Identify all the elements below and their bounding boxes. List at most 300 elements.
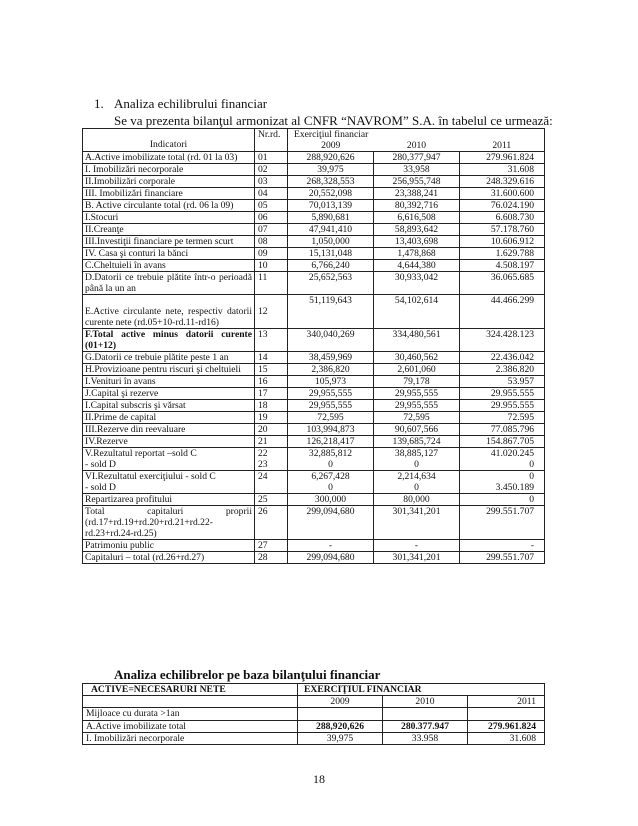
- row-number-value: 22: [258, 448, 268, 459]
- table-row: [83, 424, 545, 436]
- row-value-2009: [288, 352, 374, 364]
- row-number-value: 05: [258, 200, 268, 211]
- row-indicator: [83, 248, 255, 260]
- equilibrium-table: [82, 683, 545, 745]
- row-number-value: 09: [258, 248, 268, 259]
- indicator-label: G.Datorii ce trebuie plătite peste 1 an: [85, 352, 229, 363]
- table-row: [83, 552, 545, 564]
- section-title: Analiza echilibrului financiar: [114, 96, 268, 111]
- row-indicator: [83, 494, 255, 506]
- row-value-2011: [460, 552, 545, 564]
- value: 334,480,561: [392, 329, 441, 340]
- value: 41.020.245: [490, 448, 535, 459]
- row-indicator: [83, 448, 255, 471]
- row-number: [255, 471, 288, 494]
- indicator-label: Repartizarea profitului: [85, 494, 173, 505]
- table-row: [83, 295, 545, 329]
- row-indicator: [83, 424, 255, 436]
- row-value-2009: [288, 506, 374, 540]
- row-number: [255, 176, 288, 188]
- header-blank: [83, 696, 298, 708]
- value: 36.065.685: [490, 272, 535, 283]
- row-value-2009: [288, 329, 374, 352]
- row-value-2011: [460, 448, 545, 471]
- value: 29,955,555: [394, 388, 439, 399]
- row-number: [255, 224, 288, 236]
- row-value-2010: [374, 412, 460, 424]
- value: 103,994,873: [306, 424, 355, 435]
- value: 0: [414, 459, 419, 470]
- indicator-label: B. Active circulante total (rd. 06 la 09): [85, 200, 234, 211]
- row-value-2010: [374, 471, 460, 494]
- value: 22.436.042: [490, 352, 535, 363]
- indicator-label: V.Rezultatul reportat –sold C: [85, 448, 197, 459]
- value: 0: [328, 459, 333, 470]
- row-indicator: [83, 376, 255, 388]
- value: 0: [529, 459, 535, 470]
- value: 1,478,868: [397, 248, 436, 259]
- section-heading: [94, 96, 267, 112]
- value: 51,119,643: [309, 295, 352, 306]
- table-row: [83, 272, 545, 295]
- row-value-2011: [460, 376, 545, 388]
- row-number-value: 17: [258, 388, 268, 399]
- table-row: [83, 188, 545, 200]
- indicator-label: A.Active imobilizate total (rd. 01 la 03): [85, 152, 238, 163]
- row-value-2011: [460, 188, 545, 200]
- row-number-value: 21: [258, 436, 268, 447]
- indicator-label: I. Imobilizări necorporale: [85, 164, 184, 175]
- value: 280,377,947: [392, 152, 441, 163]
- table-row: [83, 412, 545, 424]
- indicator-label: II.Creanţe: [85, 224, 124, 235]
- row-value-2009: [288, 412, 374, 424]
- value: 126,218,417: [306, 436, 355, 447]
- row-number-value: 14: [258, 352, 268, 363]
- row-number-value: 07: [258, 224, 268, 235]
- row-value-2011: [460, 248, 545, 260]
- row-number: [255, 236, 288, 248]
- indicator-label: III.Rezerve din reevaluare: [85, 424, 186, 435]
- table-row: [83, 352, 545, 364]
- value: 5,890,681: [311, 212, 350, 223]
- row-value-2011: [460, 388, 545, 400]
- row-value-2011: [460, 400, 545, 412]
- row-indicator: [83, 224, 255, 236]
- value: 268,328,553: [306, 176, 355, 187]
- row-value-2011: [460, 260, 545, 272]
- table-row: [83, 200, 545, 212]
- table-row: [83, 708, 545, 721]
- value: 4.508.197: [495, 260, 535, 271]
- row-number-value: 03: [258, 176, 268, 187]
- row-value-2011: [460, 152, 545, 164]
- indicator-label: III. Imobilizări financiare: [85, 188, 183, 199]
- row-number-value: 20: [258, 424, 268, 435]
- value: 301,341,201: [392, 552, 441, 563]
- row-value-2011: 279.961.824: [468, 721, 545, 733]
- value: 31.608: [507, 164, 535, 175]
- table-row: [83, 506, 545, 540]
- table-row: [83, 176, 545, 188]
- row-value-2010: [374, 400, 460, 412]
- value: 29,955,555: [394, 400, 439, 411]
- row-number: [255, 164, 288, 176]
- row-number-value: 26: [258, 506, 268, 517]
- table-row: [83, 364, 545, 376]
- value: 299,094,680: [306, 552, 355, 563]
- row-value-2010: 33.958: [383, 733, 468, 745]
- indicator-label: H.Provizioane pentru riscuri şi cheltuieli: [85, 364, 241, 375]
- table-row: [83, 400, 545, 412]
- value: 105,973: [314, 376, 347, 387]
- row-value-2011: [460, 540, 545, 552]
- header-exercitiul: Exerciţiul financiar: [288, 129, 545, 141]
- row-value-2011: [460, 176, 545, 188]
- row-value-2011: [460, 236, 545, 248]
- value: 15,131,048: [308, 248, 353, 259]
- value: 33,958: [403, 164, 430, 175]
- row-indicator: [83, 260, 255, 272]
- row-value-2009: [288, 176, 374, 188]
- header-year: 2009: [288, 140, 374, 152]
- value: 1.629.788: [495, 248, 535, 259]
- value: 47,941,410: [308, 224, 353, 235]
- row-value-2010: [374, 364, 460, 376]
- row-value-2009: [288, 200, 374, 212]
- value: 6.608.730: [495, 212, 535, 223]
- indicator-label: IV.Rezerve: [85, 436, 128, 447]
- row-indicator: [83, 200, 255, 212]
- row-number: [255, 506, 288, 540]
- value: 324.428.123: [486, 329, 535, 340]
- value: 6,766,240: [311, 260, 350, 271]
- indicator-label: J.Capital şi rezerve: [85, 388, 159, 399]
- row-value-2009: [288, 540, 374, 552]
- header-active: ACTIVE=NECESARURI NETE: [83, 684, 298, 696]
- row-value-2009: [288, 295, 374, 329]
- row-value-2011: [460, 506, 545, 540]
- value: 340,040,269: [306, 329, 355, 340]
- row-value-2009: [288, 388, 374, 400]
- value: 90,607,566: [394, 424, 439, 435]
- row-value-2010: [374, 236, 460, 248]
- row-number: [255, 424, 288, 436]
- indicator-label: I.Capital subscris şi vărsat: [85, 400, 186, 411]
- page-number: 18: [313, 772, 325, 786]
- row-value-2010: [374, 224, 460, 236]
- row-number-value: 06: [258, 212, 268, 223]
- value: 32,885,812: [308, 448, 353, 459]
- row-label: Mijloace cu durata >1an: [83, 708, 298, 721]
- row-number: [255, 248, 288, 260]
- row-value-2011: [460, 364, 545, 376]
- value: 279.961.824: [486, 152, 535, 163]
- row-number: [255, 272, 288, 295]
- value: 299.551.707: [486, 552, 535, 563]
- table-row: [83, 376, 545, 388]
- row-value-2010: [374, 248, 460, 260]
- row-number: [255, 448, 288, 471]
- row-indicator: [83, 236, 255, 248]
- row-number-value: 28: [258, 552, 268, 563]
- indicator-label: Patrimoniu public: [85, 540, 155, 551]
- row-value-2010: 280.377.947: [383, 721, 468, 733]
- intro-paragraph: Se va prezenta bilanţul armonizat al CNFR “NAVROM” S.A. în tabelul ce urmează:: [114, 113, 553, 128]
- row-number: [255, 552, 288, 564]
- table-row: [83, 471, 545, 494]
- table-row: [83, 448, 545, 471]
- row-number-value: 11: [258, 272, 268, 283]
- row-value-2009: [288, 364, 374, 376]
- value: 299,094,680: [306, 506, 355, 517]
- row-number: [255, 200, 288, 212]
- row-number: [255, 188, 288, 200]
- row-indicator: [83, 176, 255, 188]
- row-value-2010: [374, 506, 460, 540]
- row-value-2010: [374, 176, 460, 188]
- row-number-value: 18: [258, 400, 268, 411]
- row-value-2009: [288, 494, 374, 506]
- section2-title: Analiza echilibrelor pe baza bilanţului financiar: [114, 667, 381, 682]
- indicator-label: D.Datorii ce trebuie plătite într-o perioadă până la un an: [85, 272, 252, 294]
- row-label: A.Active imobilizate total: [83, 721, 298, 733]
- row-number: [255, 152, 288, 164]
- value: -: [414, 540, 419, 551]
- value: 154.867.705: [486, 436, 535, 447]
- row-indicator: [83, 164, 255, 176]
- row-value-2010: [374, 448, 460, 471]
- table-row: [83, 721, 545, 733]
- value: 4,644,380: [397, 260, 436, 271]
- table-row: [83, 260, 545, 272]
- row-indicator: [83, 436, 255, 448]
- row-indicator: [83, 412, 255, 424]
- row-indicator: [83, 212, 255, 224]
- table-row: [83, 329, 545, 352]
- table-row: [83, 436, 545, 448]
- table-row: [83, 248, 545, 260]
- value: -: [530, 540, 535, 551]
- row-indicator: [83, 506, 255, 540]
- row-value-2010: [374, 388, 460, 400]
- value: 29,955,555: [308, 400, 353, 411]
- row-value-2011: [468, 708, 545, 721]
- value: -: [328, 540, 333, 551]
- row-value-2011: [460, 494, 545, 506]
- table-row: [83, 494, 545, 506]
- value: 1,050,000: [311, 236, 350, 247]
- value: 299.551.707: [486, 506, 535, 517]
- row-value-2011: [460, 436, 545, 448]
- table-row: [83, 152, 545, 164]
- row-value-2010: [374, 494, 460, 506]
- row-value-2010: [374, 540, 460, 552]
- indicator-label: III.Investiţii financiare pe termen scurt: [85, 236, 234, 247]
- row-value-2009: 39,975: [298, 733, 383, 745]
- row-value-2010: [374, 376, 460, 388]
- header-year: 2009: [298, 696, 383, 708]
- row-number: [255, 376, 288, 388]
- row-value-2009: [288, 436, 374, 448]
- row-label: I. Imobilizări necorporale: [83, 733, 298, 745]
- value: 44.466.299: [490, 295, 535, 306]
- value: 0: [328, 482, 333, 493]
- value: 57.178.760: [490, 224, 535, 235]
- value: 6,616,508: [397, 212, 436, 223]
- row-value-2009: [288, 236, 374, 248]
- row-number-value: 24: [258, 471, 268, 482]
- row-indicator: [83, 364, 255, 376]
- value: 72,595: [403, 412, 430, 423]
- table-row: [83, 733, 545, 745]
- row-indicator: [83, 540, 255, 552]
- table-row: [83, 212, 545, 224]
- value: 23,388,241: [394, 188, 439, 199]
- header-indicatori: Indicatori: [83, 129, 255, 152]
- value: 30,460,562: [394, 352, 439, 363]
- row-indicator: [83, 272, 255, 295]
- value: 80,392,716: [394, 200, 439, 211]
- row-value-2011: [460, 272, 545, 295]
- indicator-label: C.Cheltuieli în avans: [85, 260, 166, 271]
- value: 3.450.189: [495, 482, 535, 493]
- row-number-value: 02: [258, 164, 268, 175]
- row-value-2011: [460, 412, 545, 424]
- indicator-sublabel: - sold D: [85, 482, 116, 493]
- table-row: [83, 236, 545, 248]
- row-value-2010: [374, 212, 460, 224]
- row-indicator: [83, 188, 255, 200]
- row-number: [255, 352, 288, 364]
- value: 2.386.820: [495, 364, 535, 375]
- row-number-value: 13: [258, 329, 268, 340]
- table-row: [83, 164, 545, 176]
- row-number-value: 27: [258, 540, 268, 551]
- indicator-label: E.Active circulante nete, respectiv datorii curente nete (rd.05+10-rd.11-rd16): [85, 306, 252, 328]
- value: 288,920,626: [306, 152, 355, 163]
- row-value-2011: [460, 352, 545, 364]
- row-value-2009: [288, 448, 374, 471]
- value: 20,552,098: [308, 188, 353, 199]
- value: 6,267,428: [311, 471, 350, 482]
- row-value-2009: [288, 260, 374, 272]
- value: 38,885,127: [394, 448, 439, 459]
- section-number: 1.: [94, 96, 104, 111]
- row-value-2009: 288,920,626: [298, 721, 383, 733]
- row-value-2010: [374, 295, 460, 329]
- value: 29.955.555: [490, 388, 535, 399]
- value: 2,386,820: [311, 364, 350, 375]
- value: 79,178: [403, 376, 430, 387]
- value: 10.606.912: [490, 236, 535, 247]
- row-value-2010: [374, 424, 460, 436]
- balance-sheet-table: [82, 128, 545, 564]
- row-number: [255, 494, 288, 506]
- value: 300,000: [314, 494, 347, 505]
- header-exercitiul-financiar: EXERCIŢIUL FINANCIAR: [298, 684, 545, 696]
- row-value-2009: [288, 152, 374, 164]
- value: 256,955,748: [392, 176, 441, 187]
- row-value-2010: [374, 188, 460, 200]
- header-year: 2010: [383, 696, 468, 708]
- row-number-value: 23: [258, 459, 268, 470]
- row-value-2009: [288, 552, 374, 564]
- value: 31.600.600: [490, 188, 535, 199]
- table-row: [83, 224, 545, 236]
- row-number: [255, 436, 288, 448]
- row-indicator: [83, 388, 255, 400]
- value: 0: [414, 482, 419, 493]
- value: 76.024.190: [490, 200, 535, 211]
- row-value-2010: [374, 260, 460, 272]
- row-value-2009: [288, 224, 374, 236]
- row-value-2009: [288, 471, 374, 494]
- row-value-2009: [288, 164, 374, 176]
- indicator-label: II.Imobilizări corporale: [85, 176, 176, 187]
- row-value-2009: [288, 212, 374, 224]
- indicator-label: VI.Rezultatul exerciţiului - sold C: [85, 471, 216, 482]
- row-number: [255, 329, 288, 352]
- row-value-2010: [374, 436, 460, 448]
- indicator-label: I.Venituri în avans: [85, 376, 156, 387]
- value: 29.955.555: [490, 400, 535, 411]
- value: 2,214,634: [397, 471, 436, 482]
- header-year: 2011: [460, 140, 545, 152]
- value: 30,933,042: [394, 272, 439, 283]
- value: 0: [529, 471, 535, 482]
- row-number-value: 19: [258, 412, 268, 423]
- value: 53.957: [507, 376, 535, 387]
- value: 70,013,139: [308, 200, 353, 211]
- row-value-2011: [460, 329, 545, 352]
- row-number: [255, 364, 288, 376]
- row-value-2009: [288, 424, 374, 436]
- indicator-label: IV. Casa şi conturi la bănci: [85, 248, 189, 259]
- row-number: [255, 295, 288, 329]
- row-number-value: 10: [258, 260, 268, 271]
- table-row: [83, 540, 545, 552]
- value: 2,601,060: [397, 364, 436, 375]
- row-value-2010: [374, 552, 460, 564]
- row-indicator: [83, 471, 255, 494]
- value: 38,459,969: [308, 352, 353, 363]
- row-number-value: 04: [258, 188, 268, 199]
- row-indicator: [83, 152, 255, 164]
- row-indicator: [83, 329, 255, 352]
- indicator-sublabel: - sold D: [85, 459, 116, 470]
- indicator-label: F.Total active minus datorii curente (01+12): [85, 329, 252, 351]
- row-value-2009: [288, 188, 374, 200]
- row-value-2009: [288, 248, 374, 260]
- row-indicator: [83, 400, 255, 412]
- value: 72,595: [317, 412, 344, 423]
- row-value-2010: [374, 272, 460, 295]
- header-year: 2010: [374, 140, 460, 152]
- row-value-2010: [383, 708, 468, 721]
- header-year: 2011: [468, 696, 545, 708]
- table-row: [83, 388, 545, 400]
- row-value-2010: [374, 329, 460, 352]
- row-value-2011: [460, 164, 545, 176]
- row-number-value: 01: [258, 152, 268, 163]
- row-value-2009: [298, 708, 383, 721]
- value: 58,893,642: [394, 224, 439, 235]
- value: 54,102,614: [394, 295, 439, 306]
- value: 72.595: [507, 412, 535, 423]
- row-value-2011: [460, 212, 545, 224]
- value: 29,955,555: [308, 388, 353, 399]
